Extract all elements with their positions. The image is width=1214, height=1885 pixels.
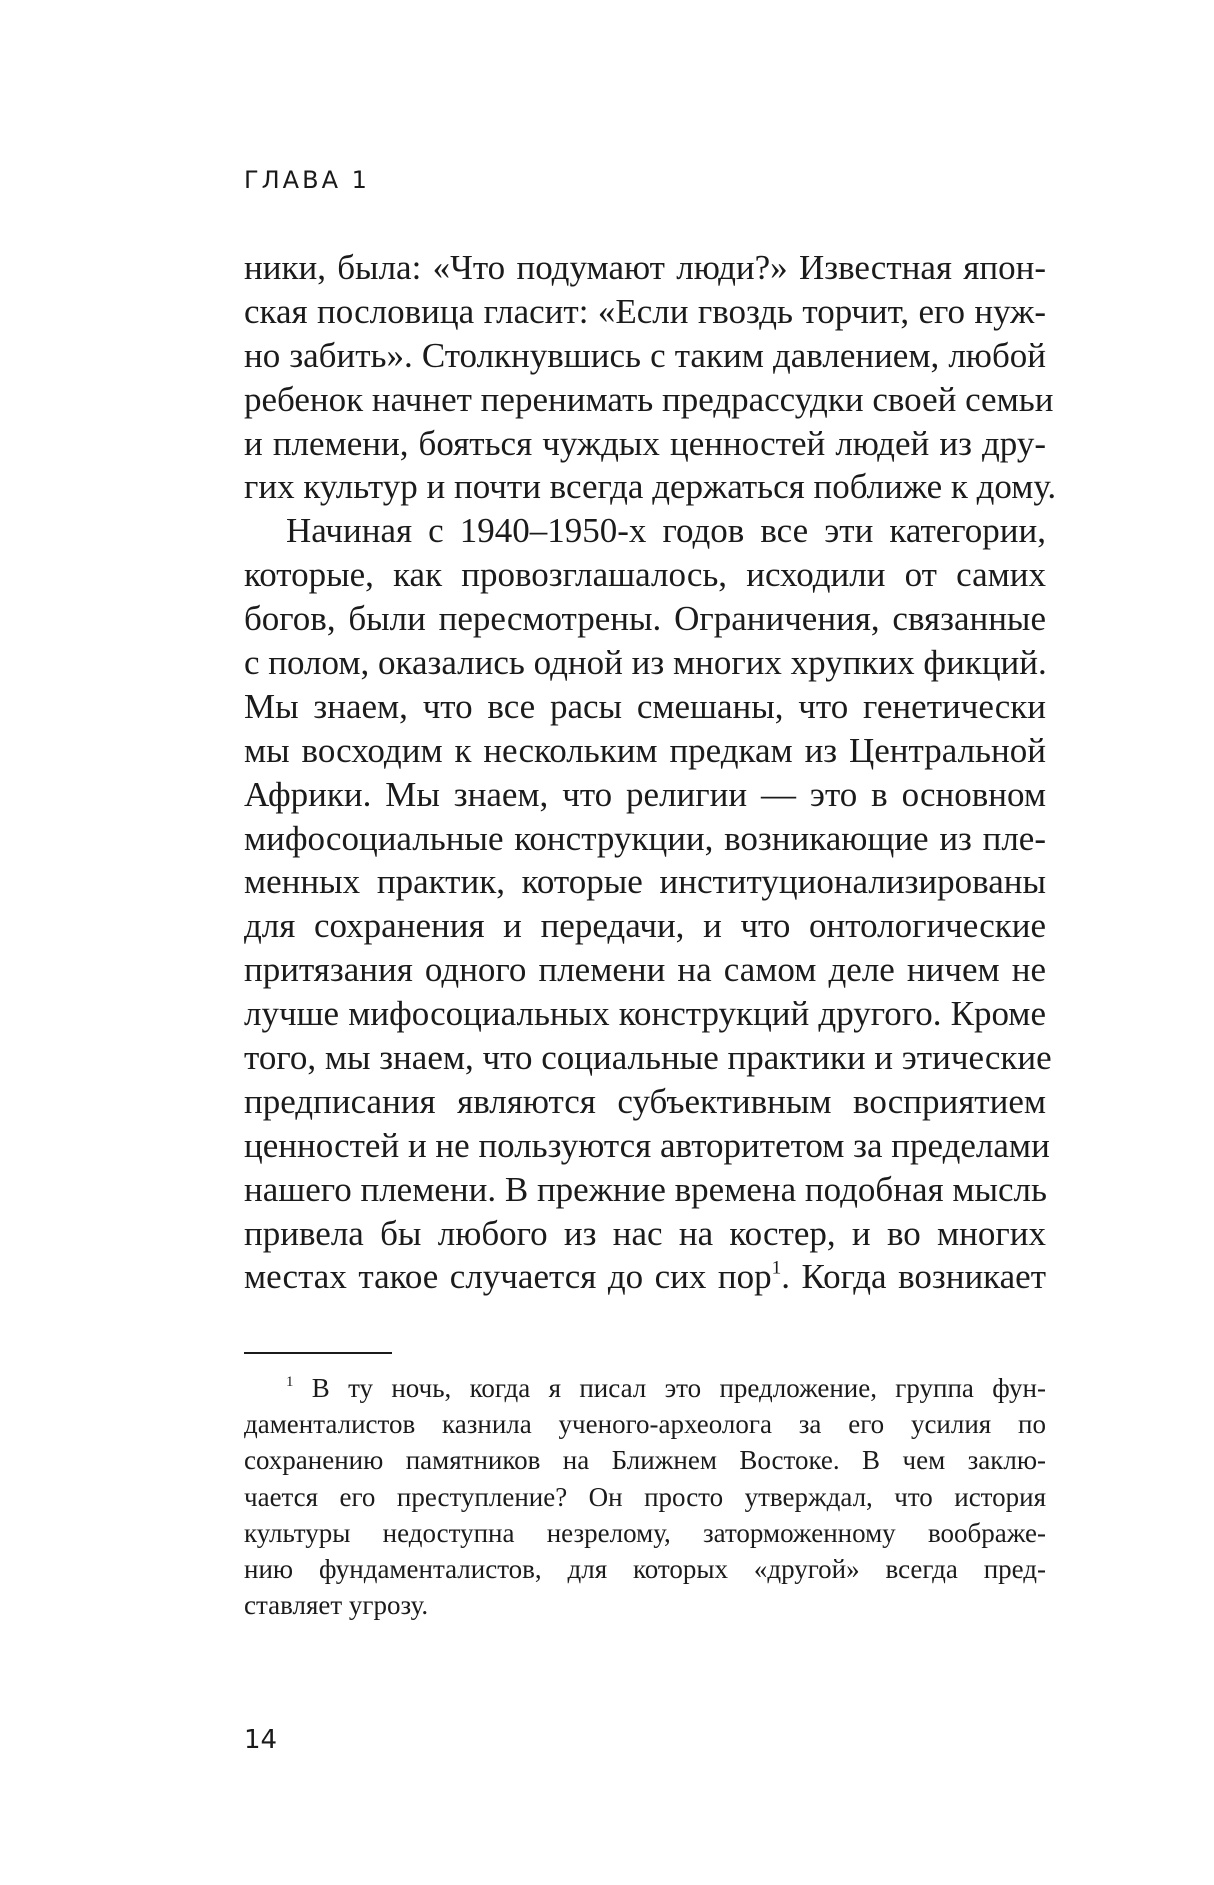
body-line: с полом, оказались одной из многих хрупких фикций.	[244, 643, 1047, 683]
body-line: мифосоциальные конструкции, возникающие из пле-	[244, 818, 1046, 858]
body-line: которые, как провозглашалось, исходили от самих	[244, 555, 1046, 595]
running-head: ГЛАВА 1	[244, 166, 370, 194]
body-line: и племени, бояться чуждых ценностей людей из дру-	[244, 423, 1046, 463]
body-line: мы восходим к нескольким предкам из Центральной	[244, 730, 1046, 770]
body-line: предписания являются субъективным восприятием	[244, 1081, 1046, 1121]
footnote	[244, 1370, 1046, 1623]
body-line: ская пословица гласит: «Если гвоздь торчит, его нуж-	[244, 291, 1046, 331]
body-line-text: . Когда возникает	[781, 1257, 1047, 1297]
body-line: гих культур и почти всегда держаться поближе к дому.	[244, 467, 1057, 507]
body-line: но забить». Столкнувшись с таким давлением, любой	[244, 335, 1046, 375]
footnote-line: ставляет угрозу.	[244, 1590, 429, 1621]
footnote-line: чается его преступление? Он просто утверждал, что история	[244, 1481, 1046, 1512]
footnote-separator	[244, 1352, 392, 1354]
body-text	[244, 246, 1057, 1299]
body-line: лучше мифосоциальных конструкций другого. Кроме	[244, 994, 1046, 1034]
body-line: ребенок начнет перенимать предрассудки своей семьи	[244, 379, 1054, 419]
footnote-line	[244, 1370, 1046, 1406]
footnote-line: сохранению памятников на Ближнем Востоке. В чем заклю-	[244, 1445, 1046, 1476]
footnote-reference[interactable]: 1	[771, 1258, 782, 1280]
footnote-line: культуры недоступна незрелому, заторможенному воображе-	[244, 1517, 1046, 1548]
footnote-line: даменталистов казнила ученого-археолога за его усилия по	[244, 1409, 1046, 1440]
page-number: 14	[244, 1725, 278, 1755]
body-line: ники, была: «Что подумают люди?» Известная япон-	[244, 248, 1046, 287]
body-line: Африки. Мы знаем, что религии — это в основном	[244, 774, 1046, 814]
body-line-text: местах такое случается до сих пор	[244, 1257, 772, 1297]
body-line: менных практик, которые институционализированы	[244, 862, 1046, 902]
body-line-last	[244, 1255, 1046, 1299]
footnote-line: нию фундаменталистов, для которых «другой» всегда пред-	[244, 1553, 1046, 1584]
body-line: богов, были пересмотрены. Ограничения, связанные	[244, 599, 1046, 639]
footnote-line-text: В ту ночь, когда я писал это предложение, группа фун-	[311, 1373, 1046, 1403]
paragraph-start-line: Начиная с 1940–1950-х годов все эти категории,	[286, 511, 1046, 551]
footnote-marker: 1	[286, 1373, 294, 1390]
body-line: ценностей и не пользуются авторитетом за пределами	[244, 1125, 1050, 1165]
body-line: Мы знаем, что все расы смешаны, что генетически	[244, 686, 1046, 726]
body-line: для сохранения и передачи, и что онтологические	[244, 906, 1046, 946]
body-line: нашего племени. В прежние времена подобная мысль	[244, 1169, 1047, 1209]
body-line: того, мы знаем, что социальные практики и этические	[244, 1038, 1052, 1078]
body-line: притязания одного племени на самом деле ничем не	[244, 950, 1046, 990]
body-line: привела бы любого из нас на костер, и во многих	[244, 1213, 1046, 1253]
